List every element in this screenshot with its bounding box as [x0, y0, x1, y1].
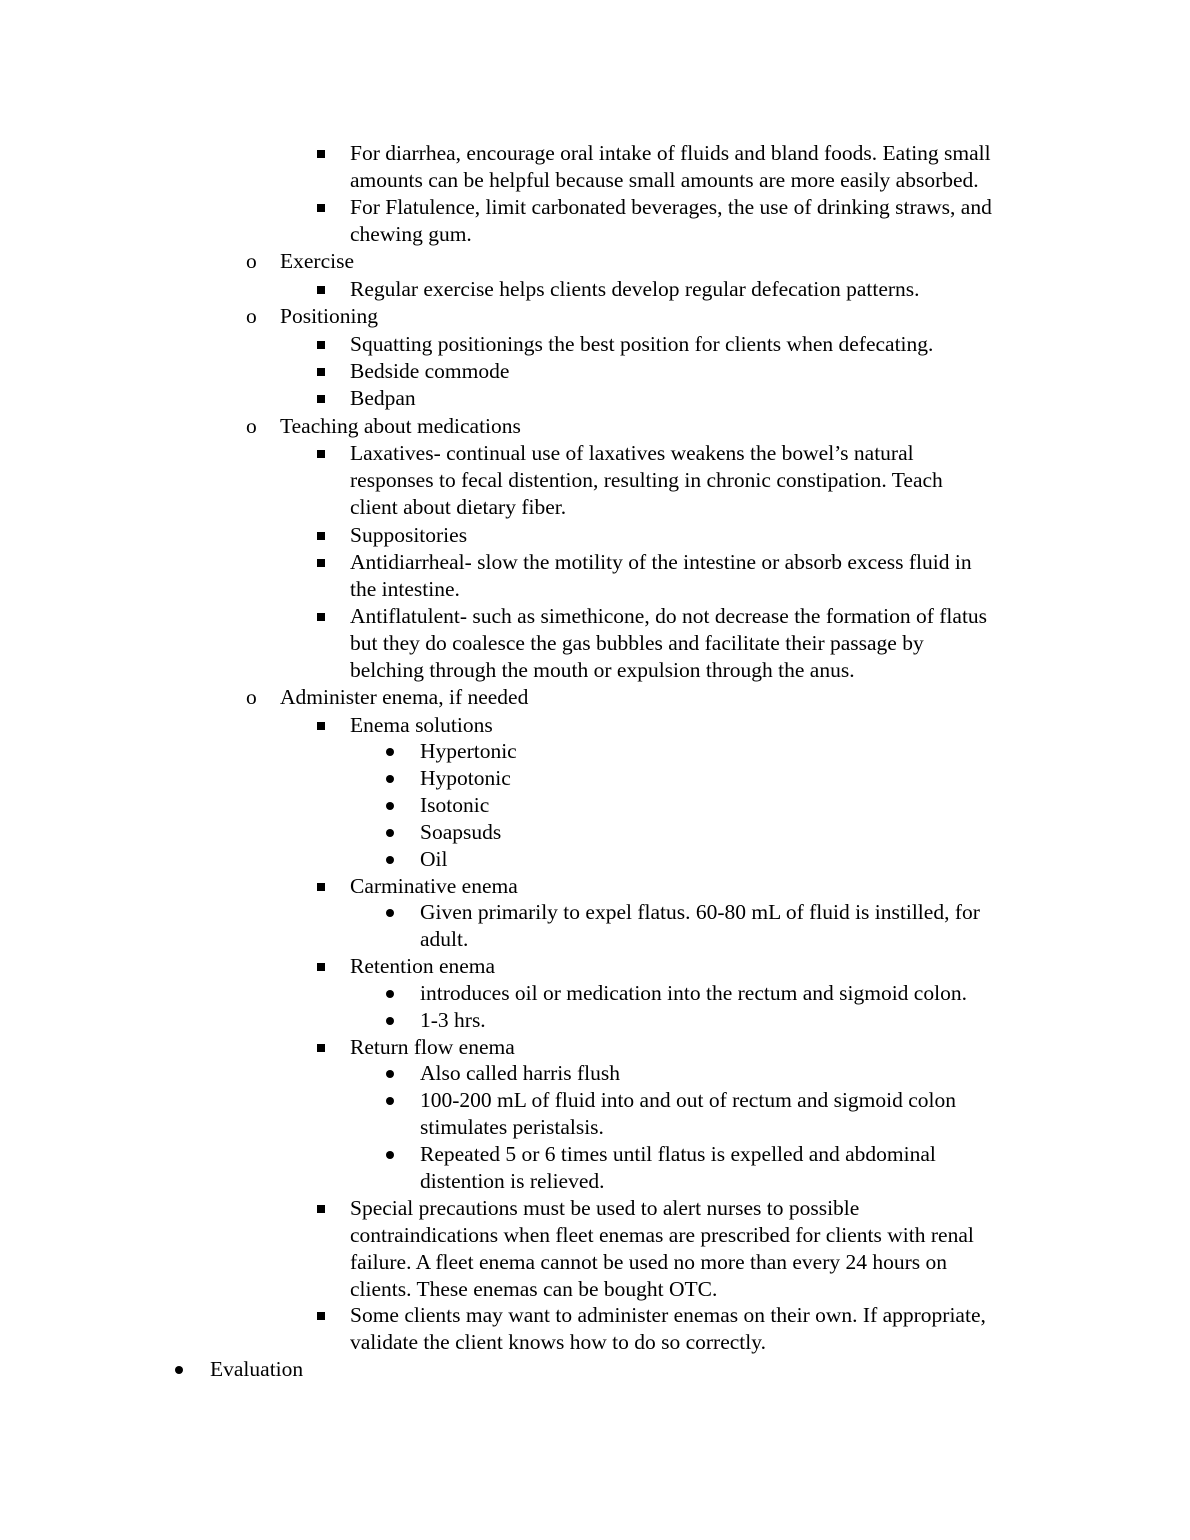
self-admin-line: Some clients may want to administer enemas on their own. If appropriate, [350, 1303, 986, 1327]
circle-bullet-icon: o [246, 685, 257, 709]
medication-line: Antiflatulent- such as simethicone, do not decrease the formation of flatus [350, 604, 988, 628]
round-bullet-icon [386, 829, 394, 837]
square-bullet-icon [317, 1205, 325, 1213]
enema-solution-item: Hypertonic [420, 739, 517, 763]
retention-item: introduces oil or medication into the rectum and sigmoid colon. [420, 981, 967, 1005]
circle-bullet-icon: o [246, 249, 257, 273]
round-bullet-icon [386, 1017, 394, 1025]
return-flow-item-line: Also called harris flush [420, 1061, 621, 1085]
square-bullet-icon [317, 204, 325, 212]
medication-line: Antidiarrheal- slow the motility of the intestine or absorb excess fluid in [350, 550, 972, 574]
round-bullet-icon [386, 1097, 394, 1105]
round-bullet-icon [386, 990, 394, 998]
round-bullet-icon [386, 775, 394, 783]
square-bullet-icon [317, 883, 325, 891]
square-bullet-icon [317, 395, 325, 403]
round-bullet-icon [386, 909, 394, 917]
precautions-line: Special precautions must be used to alert nurses to possible [350, 1196, 860, 1220]
square-bullet-icon [317, 613, 325, 621]
medication-line: client about dietary fiber. [350, 495, 567, 519]
round-bullet-icon [386, 856, 394, 864]
precautions-line: failure. A fleet enema cannot be used no more than every 24 hours on [350, 1250, 948, 1274]
square-bullet-icon [317, 1044, 325, 1052]
retention-label: Retention enema [350, 954, 496, 978]
square-bullet-icon [317, 450, 325, 458]
diet-item-line: amounts can be helpful because small amounts are more easily absorbed. [350, 168, 979, 192]
retention-item: 1-3 hrs. [420, 1008, 486, 1032]
self-admin-line: validate the client knows how to do so correctly. [350, 1330, 766, 1354]
carminative-item-line: adult. [420, 927, 469, 951]
square-bullet-icon [317, 150, 325, 158]
circle-bullet-icon: o [246, 414, 257, 438]
return-flow-label: Return flow enema [350, 1035, 515, 1059]
carminative-item-line: Given primarily to expel flatus. 60-80 mL of fluid is instilled, for [420, 900, 980, 924]
square-bullet-icon [317, 532, 325, 540]
medications-heading: Teaching about medications [280, 414, 521, 438]
enema-solution-item: Soapsuds [420, 820, 502, 844]
positioning-item: Bedpan [350, 386, 416, 410]
enema-solution-item: Oil [420, 847, 448, 871]
positioning-heading: Positioning [280, 304, 378, 328]
square-bullet-icon [317, 1312, 325, 1320]
enema-solution-item: Isotonic [420, 793, 490, 817]
exercise-item: Regular exercise helps clients develop regular defecation patterns. [350, 277, 920, 301]
medication-line: but they do coalesce the gas bubbles and facilitate their passage by [350, 631, 924, 655]
medication-line: Laxatives- continual use of laxatives weakens the bowel’s natural [350, 441, 914, 465]
round-bullet-icon [386, 802, 394, 810]
return-flow-item-line: Repeated 5 or 6 times until flatus is expelled and abdominal [420, 1142, 936, 1166]
positioning-item: Squatting positionings the best position for clients when defecating. [350, 332, 934, 356]
square-bullet-icon [317, 368, 325, 376]
square-bullet-icon [317, 341, 325, 349]
return-flow-item-line: stimulates peristalsis. [420, 1115, 604, 1139]
round-bullet-icon [386, 748, 394, 756]
square-bullet-icon [317, 286, 325, 294]
square-bullet-icon [317, 559, 325, 567]
evaluation-heading: Evaluation [210, 1357, 304, 1381]
exercise-heading: Exercise [280, 249, 355, 273]
enema-heading: Administer enema, if needed [280, 685, 529, 709]
medication-line: the intestine. [350, 577, 460, 601]
round-bullet-icon [386, 1070, 394, 1078]
diet-item-line: For Flatulence, limit carbonated beverages, the use of drinking straws, and [350, 195, 992, 219]
round-bullet-icon [386, 1151, 394, 1159]
positioning-item: Bedside commode [350, 359, 510, 383]
round-bullet-icon [175, 1366, 183, 1374]
diet-item-line: chewing gum. [350, 222, 472, 246]
return-flow-item-line: 100-200 mL of fluid into and out of rectum and sigmoid colon [420, 1088, 957, 1112]
precautions-line: contraindications when fleet enemas are prescribed for clients with renal [350, 1223, 974, 1247]
medication-line: belching through the mouth or expulsion through the anus. [350, 658, 855, 682]
return-flow-item-line: distention is relieved. [420, 1169, 605, 1193]
medication-line: responses to fecal distention, resulting in chronic constipation. Teach [350, 468, 943, 492]
enema-solutions-label: Enema solutions [350, 713, 493, 737]
precautions-line: clients. These enemas can be bought OTC. [350, 1277, 718, 1301]
enema-solution-item: Hypotonic [420, 766, 511, 790]
diet-item-line: For diarrhea, encourage oral intake of fluids and bland foods. Eating small [350, 141, 991, 165]
square-bullet-icon [317, 963, 325, 971]
carminative-label: Carminative enema [350, 874, 518, 898]
medication-line: Suppositories [350, 523, 468, 547]
square-bullet-icon [317, 722, 325, 730]
circle-bullet-icon: o [246, 304, 257, 328]
